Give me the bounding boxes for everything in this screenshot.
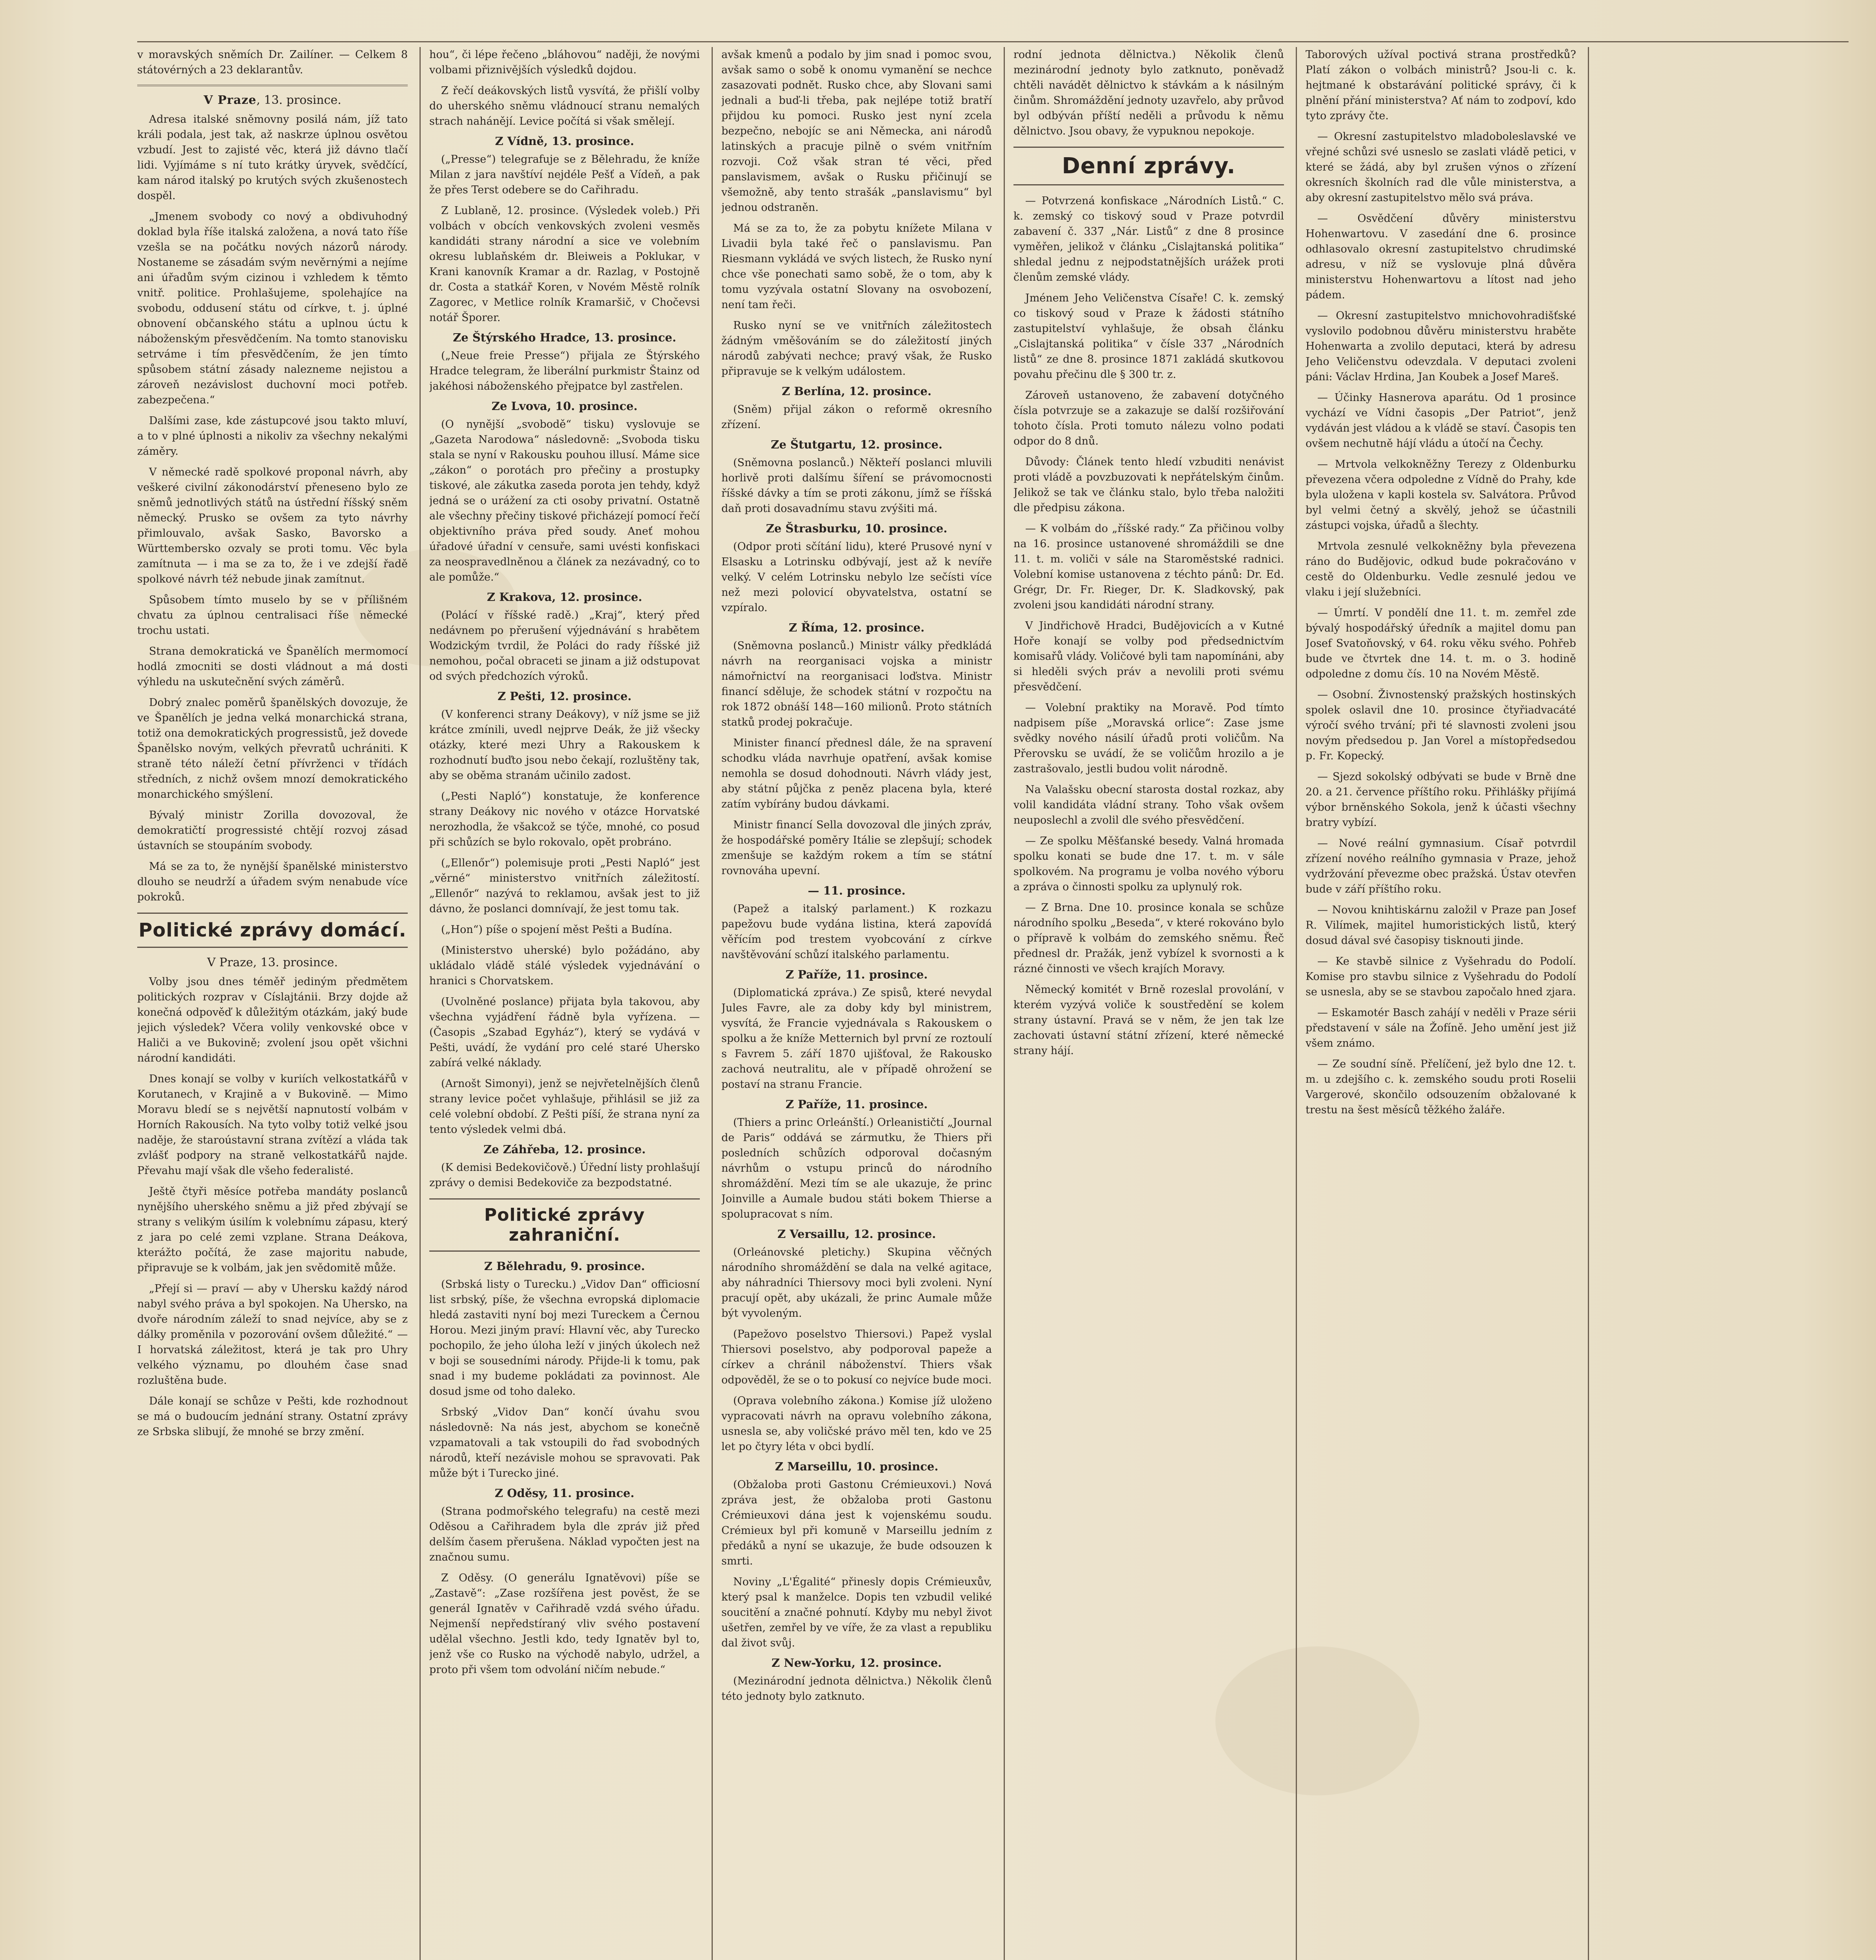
article-paragraph: V Jindřichově Hradci, Budějovicích a v Kutné Hoře konají se volby pod předsednictvím komisařů vlády. Voličové byli tam napomínáni, aby si hleděli svých práv a nevolili proti svému přesvědčení.	[1013, 620, 1284, 693]
article-paragraph: (K demisi Bedekovičově.) Úřední listy prohlašují zprávy o demisi Bedekoviče za bezpodstatné.	[429, 1161, 700, 1189]
article-paragraph: Volby jsou dnes téměř jediným předmětem politických rozprav v Císlajtánii. Brzy dojde až konečná odpověď k důležitým otázkám, jaký bude jejich výsledek? Včera volily venkovské obce v Haliči a ve Bukovině; zvolení jsou opět všichni národní kandidáti.	[137, 976, 408, 1064]
dateline: — 11. prosince.	[808, 884, 906, 897]
top-rule	[137, 41, 1849, 42]
column-5	[1306, 47, 1576, 1960]
article-paragraph: — Z Brna. Dne 10. prosince konala se schůze národního spolku „Beseda“, v které rokováno bylo o přípravě k volbám do zemského sněmu. Řeč přednesl dr. Pražák, jenž vybízel k svornosti a k rázné činnosti ve všech krajích Moravy.	[1013, 902, 1284, 975]
article-paragraph: Ještě čtyři měsíce potřeba mandáty poslanců nynějšího uherského sněmu a již před zbývají se strany s velikým úsilím k volebnímu zápasu, který z jara po celé zemi vzplane. Strana Deákova, kterážto počítá, že zase majoritu nabude, připravuje se k volbám, jak jen svědomitě může.	[137, 1185, 408, 1274]
article-paragraph: „Jmenem svobody co nový a obdivuhodný doklad byla říše italská založena, a nová tato říše vzešla se na počátku nových názorů národy. Nostaneme se zásadám svým nevěrnými a nejíme ani úřadům svým cizinou i vzhledem k těmto vnitř. politice. Prohlašujeme, spolehajíce na svobodu, oddusení státu od církve, t. j. úplné obnovení občanského státu a uplnou úctu k náboženským přesvědčením. Na tomto stanovisku setrváme i tím přesvědčením, že jen tímto spůsobem státní zásady nalezneme nejistou a zároveň nezávislost duchovní moci potřeb. zabezpečena.“	[137, 211, 408, 406]
dateline: Ze Štýrského Hradce, 13. prosince.	[453, 331, 676, 344]
article-paragraph: Má se za to, že nynější španělské ministerstvo dlouho se neudrží a úřadem svým nenabude více pokroků.	[137, 860, 408, 903]
dateline: Z Říma, 12. prosince.	[788, 621, 925, 634]
article-paragraph: (Sněm) přijal zákon o reformě okresního zřízení.	[721, 403, 992, 431]
dateline: Z Versaillu, 12. prosince.	[777, 1227, 936, 1241]
article-paragraph: „Přejí si — praví — aby v Uhersku každý národ nabyl svého práva a byl spokojen. Na Uhersko, na dvoře národním záleží to snad nejvíce, aby se z dálky proměnila v pozorování ovšem důležité.“ — I horvatská záležitost, která je tak pro Uhry velkého významu, po dlouhém čase snad rozluštěna bude.	[137, 1283, 408, 1387]
article-paragraph: Na Valašsku obecní starosta dostal rozkaz, aby volil kandidáta vládní strany. Toho však ovšem neuposlechl a zvolil dle svého přesvědčení.	[1013, 784, 1284, 826]
article-paragraph: Minister financí přednesl dále, že na spravení schodku vláda navrhuje opatření, avšak komise nemohla se dosud dohodnouti. Návrh vlády jest, aby státní půjčka z peněz placena byla, které zatím vybírány budou dávkami.	[721, 737, 992, 810]
article-paragraph: — Osobní. Živnostenský pražských hostinských spolek oslavil dne 10. prosince čtyřiadvacáté výročí svého trvání; při té slavnosti zvoleni jsou novým předsedou p. Jan Vorel a místopředsedou p. Fr. Kopecký.	[1306, 689, 1576, 762]
article-paragraph: (Arnošt Simonyi), jenž se nejvřetelnějších členů strany levice počet vyhlašuje, přihlásil se již za celé volební období. Z Pešti píší, že strana nyní za tento výsledek velmi dbá.	[429, 1078, 700, 1136]
dateline: Z New-Yorku, 12. prosince.	[771, 1656, 942, 1670]
dateline: Ze Štutgartu, 12. prosince.	[771, 438, 943, 451]
article-paragraph: — Ke stavbě silnice z Vyšehradu do Podolí. Komise pro stavbu silnice z Vyšehradu do Podolí se usnesla, aby se se stavbou započalo hned zjara.	[1306, 955, 1576, 998]
column-3	[721, 47, 992, 1960]
section-title-daily: Denní zprávy.	[1062, 153, 1236, 179]
article-paragraph: Z Lublaně, 12. prosince. (Výsledek voleb.) Při volbách v obcích venkovských zvoleni vesměs kandidáti strany národní a sice ve volebním okresu lublaňském dr. Bleiweis a Poklukar, v Krani kanovník Kramar a dr. Razlag, v Postojně dr. Costa a statkář Koren, v Novém Městě rolník Zagorec, v Metlice rolník Kramaršič, v Chočevsi notář Šporer.	[429, 205, 700, 324]
article-paragraph: (Obžaloba proti Gastonu Crémieuxovi.) Nová zpráva jest, že obžaloba proti Gastonu Crémieuxovi dána jest k vojenskému soudu. Crémieux byl při komuně v Marseillu jedním z předáků a nyní se ukazuje, že bude odsouzen k smrti.	[721, 1479, 992, 1567]
section-header	[1013, 147, 1284, 185]
article-paragraph: (Strana podmořského telegrafu) na cestě mezi Oděsou a Cařihradem byla dle zpráv již před delším časem přerušena. Náklad vypočten jest na značnou sumu.	[429, 1505, 700, 1563]
article-paragraph: (Odpor proti sčítání lidu), které Prusové nyní v Elsasku a Lotrinsku odbývají, jest až k nevíře velký. V celém Lotrinsku nebylo lze sečísti více než mezi polovicí obyvatelstva, ostatní se vzpíralo.	[721, 541, 992, 614]
article-paragraph: Má se za to, že za pobytu knížete Milana v Livadii byla také řeč o panslavismu. Pan Riesmann vykládá ve svých listech, že Rusko nyní chce vše ponechati samo sobě, že o tom, aby k tomu vyzývala ostatní Slovany na osvobození, není tam řeči.	[721, 222, 992, 311]
column-2	[429, 47, 700, 1960]
article-paragraph: Spůsobem tímto muselo by se v přílišném chvatu za úplnou centralisaci říše německé trochu ustati.	[137, 594, 408, 637]
dateline: Z Paříže, 11. prosince.	[785, 968, 928, 981]
section-title-domestic: Politické zprávy domácí.	[138, 919, 407, 941]
article-paragraph: („Ellenőr“) polemisuje proti „Pesti Napló“ jest „věrné“ ministerstvo vnitřních záležitostí. „Ellenőr“ nazývá to reklamou, avšak jest to již dávno, že poslanci domnívají, že jest tomu tak.	[429, 857, 700, 915]
dateline: Z Bělehradu, 9. prosince.	[484, 1259, 645, 1273]
dateline-place: V Praze	[203, 93, 257, 107]
article-paragraph: — K volbám do „říšské rady.“ Za přičinou volby na 16. prosince ustanovené shromáždili se dne 11. t. m. voliči v sále na Staroměstské radnici. Volební komise ustanovena z téchto pánů: Dr. Ed. Grégr, Dr. Fr. Rieger, Dr. K. Sladkovský, pak zvoleni jsou kandidáti národní strany.	[1013, 523, 1284, 611]
dateline: Ze Lvova, 10. prosince.	[491, 399, 638, 413]
article-paragraph: Dále konají se schůze v Pešti, kde rozhodnout se má o budoucím jednání strany. Ostatní zprávy ze Srbska slibují, že mnohé se brzy změní.	[137, 1395, 408, 1438]
column-4	[1013, 47, 1284, 1960]
article-paragraph: („Pesti Napló“) konstatuje, že konference strany Deákovy nic nového v otázce Horvatské nerozhodla, že všakcož se týče, mnohé, co posud při schůzích se bylo rokovalo, opět probráno.	[429, 790, 700, 848]
dateline: V Praze, 13. prosince.	[207, 956, 338, 969]
article-paragraph: — Volební praktiky na Moravě. Pod tímto nadpisem píše „Moravská orlice“: Zase jsme svědky nového násilí úřadů proti voličům. Na Přerovsku se uvádí, že se voličům hrozilo a je zastrašovalo, jestli budou volit národně.	[1013, 702, 1284, 775]
column-rule	[1588, 47, 1589, 1960]
article-paragraph: („Presse“) telegrafuje se z Bělehradu, že kníže Milan z jara navštíví nejdéle Pešť a Vídeň, a pak že přes Terst odebere se do Cařihradu.	[429, 153, 700, 196]
column-rule	[712, 47, 713, 1960]
column-rule	[420, 47, 421, 1960]
article-paragraph: Srbský „Vidov Dan“ končí úvahu svou následovně: Na nás jest, abychom se konečně vzpamatovali a tak vstoupili do řad svobodných národů, kteří nezávisle mohou se spravovati. Pak může být i Turecko jiné.	[429, 1406, 700, 1479]
article-paragraph: (Srbská listy o Turecku.) „Vidov Dan“ officiosní list srbský, píše, že všechna evropská diplomacie hledá zastaviti nyní boj mezi Tureckem a Černou Horou. Mezi jiným praví: Hlavní věc, aby Turecko pochopilo, že jeho úloha leží v jiných úkolech než v boji se sousedními národy. Přijde-li k tomu, pak snad i my budeme pokládati za povinnost. Ale dosud jsme od toho daleko.	[429, 1278, 700, 1397]
article-paragraph: (Thiers a princ Orleánští.) Orleanističtí „Journal de Paris“ oddává se zármutku, že Thiers při posledních schůzích odporoval dočasným návrhům o vstupu princů do národního shromáždění. Mezi tím se ale ukazuje, že princ Joinville a Aumale budou státi bokem Thierse a spolupracovat s ním.	[721, 1116, 992, 1220]
article-paragraph: Taborových užíval poctivá strana prostředků? Platí zákon o volbách ministrů? Jsou-li c. k. hejtmané k obstarávání politické správy, či k plnění přání ministerstva? Ať nám to zodpoví, kdo tyto zprávy čte.	[1306, 49, 1576, 122]
article-paragraph: Dobrý znalec poměrů španělských dovozuje, že ve Španělích je jedna velká monarchická strana, totiž ona demokratických progressistů, jež dovede Španělsko novým, velkých převratů uchrániti. K straně této náleží četní přívrženci v třídách středních, z nichž ovšem mnozí demokratického monarchického smýšlení.	[137, 697, 408, 800]
article-paragraph: — Ze soudní síně. Přelíčení, jež bylo dne 12. t. m. u zdejšího c. k. zemského soudu proti Roselii Vargerové, skončilo odsouzením obžalované k trestu na šest měsíců těžkého žaláře.	[1306, 1058, 1576, 1116]
article-paragraph: — Mrtvola velkokněžny Terezy z Oldenburku převezena včera odpoledne z Vídně do Prahy, kde byla uložena v kapli kostela sv. Salvátora. Průvod byl velmi četný a skvělý, jehož se účastnili zástupci vojska, úřadů a šlechty.	[1306, 458, 1576, 532]
article-paragraph: rodní jednota dělnictva.) Několik členů mezinárodní jednoty bylo zatknuto, poněvadž chtěli navádět dělnictvo k stávkám a k násilným činům. Shromáždění jednoty uzavřelo, aby průvod byl odbýván příští neděli a průvodu k němu dělnictvo. Jsou obavy, že vypuknou nepokoje.	[1013, 49, 1284, 137]
column-rule	[1004, 47, 1005, 1960]
article-paragraph: (Sněmovna poslanců.) Ministr války předkládá návrh na reorganisaci vojska a ministr námořnictví na reorganisaci loďstva. Ministr financí sděluje, že schodek státní v rozpočtu na rok 1872 obnáší 148—160 milionů. Proto státních statků prodej pokračuje.	[721, 640, 992, 728]
article-paragraph: — Nové reální gymnasium. Císař potvrdil zřízení nového reálního gymnasia v Praze, jehož vydržování převezme obec pražská. Ústav otevřen bude v září příštího roku.	[1306, 837, 1576, 895]
dateline: Ze Štrasburku, 10. prosince.	[766, 522, 948, 535]
article-paragraph: Noviny „L'Égalité“ přinesly dopis Crémieuxův, který psal k manželce. Dopis ten vzbudil veliké soucitění a značné pohnutí. Kdyby mu nebyl život ušetřen, zemřel by ve víře, že za vlast a republiku dal život svůj.	[721, 1576, 992, 1649]
article-paragraph: — Okresní zastupitelstvo mladoboleslavské ve vřejné schůzi své usneslo se zaslati vládě petici, v které se žádá, aby byl zrušen výnos o zřízení okresních školních rad dle vůle ministerstva, a aby okresní zastupitelstvo mělo svá práva.	[1306, 131, 1576, 204]
article-paragraph: („Hon“) píše o spojení měst Pešti a Budína.	[441, 924, 672, 936]
article-paragraph: Ministr financí Sella dovozoval dle jiných zpráv, že hospodářské poměry Itálie se zlepšují; schodek zmenšuje se každým rokem a tím se státní rovnováha upevní.	[721, 819, 992, 877]
article-paragraph: — Sjezd sokolský odbývati se bude v Brně dne 20. a 21. července příštího roku. Přihlášky přijímá výbor brněnského Sokola, jenž k účasti všechny bratry vybízí.	[1306, 771, 1576, 829]
article-paragraph: (Uvolněné poslance) přijata byla takovou, aby všechna vyjádření řádně byla vyřízena. — (Časopis „Szabad Egyház“), který se vydává v Pešti, uvádí, že vydání pro celé staré Uhersko zabírá velké náklady.	[429, 996, 700, 1069]
article-paragraph: hou“, či lépe řečeno „bláhovou“ naději, že novými volbami přiznivějších výsledků dojdou.	[429, 49, 700, 76]
column-1	[137, 47, 408, 1960]
article-paragraph: Adresa italské sněmovny posilá nám, jíž tato králi podala, jest tak, až naskrze úplnou osvětou vzbudí. Jest to zajisté věc, která již dávno tlačí lidi. Vyjímáme s ní tuto krátky úryvek, svědčící, kam národ italský po krutých svých zkušenostech dospěl.	[137, 113, 408, 202]
article-paragraph: Důvody: Článek tento hledí vzbuditi nenávist proti vládě a povzbuzovati k nepřátelským činům. Jelikož se tak ve článku stalo, bylo třeba naložiti dle předpisu zákona.	[1013, 456, 1284, 514]
article-paragraph: Z Oděsy. (O generálu Ignatěvovi) píše se „Zastavě“: „Zase rozšířena jest pověst, že se generál Ignatěv v Cařihradě vzdá svého úřadu. Nejmenší nepředstíraný vliv svého postavení udělal všechno. Jestli kdo, tedy Ignatěv byl to, jenž vše co Rusko na východě nabylo, udržel, a proto při všem tom odvolání ničím nebude.“	[429, 1572, 700, 1676]
article-paragraph: — Okresní zastupitelstvo mnichovohradišťské vyslovilo podobnou důvěru ministerstvu hraběte Hohenwarta a zvolilo deputaci, která by adresu Jeho Veličenstvu odevzdala. V deputaci zvoleni páni: Václav Hrdina, Jan Koubek a Josef Mareš.	[1306, 310, 1576, 383]
article-paragraph: Německý komitét v Brně rozeslal provolání, v kterém vyzývá voliče k soustředění se kolem strany ústavní. Pravá se v něm, že jen tak lze zachovati ústavní státní zřízení, které německé strany hájí.	[1013, 984, 1284, 1057]
section-header	[429, 1198, 700, 1252]
article-paragraph: („Neue freie Presse“) přijala ze Štýrského Hradce telegram, že liberální purkmistr Štainz od jakéhosi náboženského přejpatce byl zastřelen.	[429, 350, 700, 392]
article-paragraph: — Novou knihtiskárnu založil v Praze pan Josef R. Vilímek, majitel humoristických listů, který dosud dával své časopisy tisknouti jinde.	[1306, 904, 1576, 947]
article-paragraph: — Ze spolku Měšťanské besedy. Valná hromada spolku konati se bude dne 17. t. m. v sále spolkovém. Na programu je volba nového výboru a zpráva o činnosti spolku za uplynulý rok.	[1013, 835, 1284, 893]
article-paragraph: (Oprava volebního zákona.) Komise jíž uloženo vypracovati návrh na opravu volebního zákona, usnesla se, aby voličské právo měl ten, kdo ve 25 let po čtyry léta v obci bydlí.	[721, 1395, 992, 1453]
dateline: Z Vídně, 13. prosince.	[495, 134, 634, 148]
article-paragraph: (V konferenci strany Deákovy), v níž jsme se již krátce zmínili, uvedl nejprve Deák, že již všecky otázky, které mezi Uhry a Rakouskem k rozhodnutí buďto jsou nebo čekají, rozluštěny tak, aby se oběma stranám učinilo zadost.	[429, 708, 700, 782]
dateline: Z Pešti, 12. prosince.	[498, 690, 632, 703]
dateline: Z Paříže, 11. prosince.	[785, 1098, 928, 1111]
dateline: Z Oděsy, 11. prosince.	[495, 1486, 634, 1500]
article-paragraph: Bývalý ministr Zorilla dovozoval, že demokratičtí progressisté chtějí rozvoj zásad ústavních se stoupáním svobody.	[137, 809, 408, 852]
article-paragraph: (Ministerstvo uherské) bylo požádáno, aby ukládalo vládě stálé výsledek vyjednávání o hranici s Chorvatskem.	[429, 944, 700, 987]
dateline: Z Krakova, 12. prosince.	[487, 590, 642, 604]
section-title-foreign: Politické zprávy zahraniční.	[484, 1205, 645, 1245]
article-paragraph: (Sněmovna poslanců.) Někteří poslanci mluvili horlivě proti dalšímu šíření se právomocnosti říšské dávky a tím se proti zákonu, jímž se říšská daň proti dosavadnímu stavu zvýšiti má.	[721, 457, 992, 515]
article-paragraph: Dnes konají se volby v kuriích velkostatkářů v Korutanech, v Krajině a v Bukovině. — Mimo Moravu bledí se s největší napnutostí volbám v Horních Rakousích. Na tyto volby totiž velké jsou naděje, že staroústavní strana zvítězí a vláda tak zvlášť podpory na straně velkostatkářů najde. Převahu mají však dle všeho federalisté.	[137, 1073, 408, 1177]
article-paragraph: (Papežovo poselstvo Thiersovi.) Papež vyslal Thiersovi poselstvo, aby podporoval papeže a církev a chránil náboženství. Thiers však odpověděl, že se o to pokusí co nejvíce bude moci.	[721, 1328, 992, 1386]
article-paragraph: (Mezinárodní jednota dělnictva.) Několik členů této jednoty bylo zatknuto.	[721, 1675, 992, 1702]
article-paragraph: Strana demokratická ve Španělích mermomocí hodlá zmocniti se dosti vládnout a má dosti výhledu na uskutečnění svých záměrů.	[137, 645, 408, 688]
article-paragraph: Jménem Jeho Veličenstva Císaře! C. k. zemský co tiskový soud v Praze k žádosti státního zastupitelství vyhlašuje, že obsah článku „Cislajtanská politika“ v čísle 337 „Národních listů“ ze dne 8. prosince 1871 zakládá skutkovou povahu přečinu dle § 300 tr. z.	[1013, 292, 1284, 381]
column-rule	[1296, 47, 1297, 1960]
article-paragraph: — Osvědčení důvěry ministerstvu Hohenwartovu. V zasedání dne 6. prosince odhlasovalo okresní zastupitelstvo chrudimské adresu, v níž se vyslovuje plná důvěra ministerstvu Hohenwartovu a lítost nad jeho pádem.	[1306, 212, 1576, 301]
article-paragraph: — Potvrzená konfiskace „Národních Listů.“ C. k. zemský co tiskový soud v Praze potvrdil zabavení č. 337 „Nár. Listů“ z dne 8 prosince vyměřen, jelikož v článku „Cislajtanská politika“ shledal jednu z nejpodstatnějších urážek proti členům zemské vlády.	[1013, 195, 1284, 283]
article-paragraph: Z řečí deákovských listů vysvítá, že přišlí volby do uherského sněmu vládnoucí stranu nemalých strach nahánějí. Levice počítá si však smělejí.	[429, 85, 700, 127]
intro-text: v moravských sněmích Dr. Zailíner. — Celkem 8 státovérných a 23 deklarantův.	[137, 49, 408, 76]
section-header	[137, 913, 408, 948]
article-paragraph: Mrtvola zesnulé velkokněžny byla převezena ráno do Budějovic, odkud bude pokračováno v cestě do Oldenburku. Vedle zesnulé jedou ve vlaku i její služebníci.	[1306, 540, 1576, 598]
article-paragraph: Rusko nyní se ve vnitřních záležitostech žádným vměšováním se do záležitostí jiných národů zabývati nechce; pravý však, že Rusko připravuje se k velkým událostem.	[721, 319, 992, 377]
article-paragraph: (Polácí v říšské radě.) „Kraj“, který před nedávnem po přerušení výjednávání s hrabětem Wodzickým tvrdil, že Poláci do rady říšské již nemohou, počal obraceti se jinam a již odstupovat od svých předchozích výroků.	[429, 609, 700, 682]
dateline: Z Marseillu, 10. prosince.	[775, 1460, 939, 1473]
article-paragraph: avšak kmenů a podalo by jim snad i pomoc svou, avšak samo o sobě k onomu vymanění se nechce zasazovati podnět. Rusko chce, aby Slovani sami jednali a buď-li třeba, pak nejlépe totiž bratří přijdou ku pomoci. Rusko jest nyní zcela bezpečno, nebojíc se ani Německa, ani národů latinských a pracuje pilně o svém vnitřním rozvoji. Což však stran té věci, před panslavismem, avšak o Rusku přičinují se všemožně, aby tento strašák „panslavismu“ byl jednou odstraněn.	[721, 49, 992, 214]
dateline: Z Berlína, 12. prosince.	[782, 385, 932, 398]
article-paragraph: (Papež a italský parlament.) K rozkazu papežovu bude vydána listina, která zapovídá věřícím pod trestem vyobcování z církve navštěvování schůzí italského parlamentu.	[721, 903, 992, 961]
article-paragraph: V německé radě spolkové proponal návrh, aby veškeré civilní zákonodárství přeneseno bylo ze sněmů jednotlivých států na ústřední říšský sněm německý. Prusko se ovšem za tyto návrhy přimlouvalo, avšak Sasko, Bavorsko a Württembersko ozvaly se proti tomu. Věc byla zamítnuta — i ma se za to, že i ve zdejší řadě spolkové návrh též nebude jinak zamítnut.	[137, 466, 408, 585]
article-paragraph: — Eskamotér Basch zahájí v neděli v Praze sérii představení v sále na Žofíně. Jeho umění jest již všem známo.	[1306, 1007, 1576, 1049]
dateline: V Praze, 13. prosince.	[203, 93, 341, 107]
article-paragraph: — Účinky Hasnerova aparátu. Od 1 prosince vychází ve Vídni časopis „Der Patriot“, jenž vydáván jest vládou a k vládě se staví. Časopis ten ovšem nechutně hájí vládu a útočí na Čechy.	[1306, 392, 1576, 450]
article-paragraph: — Úmrtí. V pondělí dne 11. t. m. zemřel zde bývalý hospodářský úředník a majitel domu pan Josef Svatoňovský, v 64. roku věku svého. Pohřeb bude ve čtvrtek dne 14. t. m. o 3. hodině odpoledne z domu čís. 10 na Novém Městě.	[1306, 607, 1576, 680]
dateline: Ze Záhřeba, 12. prosince.	[483, 1143, 646, 1156]
separator	[137, 85, 408, 86]
article-paragraph: (Orleánovské pletichy.) Skupina věčných národního shromáždění se dala na velké agitace, aby náhradníci Thiersovy moci byli zvoleni. Nyní pracují opět, aby ukázali, že princ Aumale může být vyvoleným.	[721, 1246, 992, 1319]
article-paragraph: Zároveň ustanoveno, že zabavení dotyčného čísla potvrzuje se a zakazuje se další rozšiřování tohoto čísla. Proti tomuto nálezu volno podati odpor do 8 dnů.	[1013, 389, 1284, 447]
article-paragraph: (O nynější „svobodě“ tisku) vyslovuje se „Gazeta Narodowa“ následovně: „Svoboda tisku stala se nyní v Rakousku pouhou illusí. Máme sice „zákon“ o porotách pro přečiny a prostupky tiskové, ale zákutka zaseda porota jen tehdy, když jedná se o urážení za cti osoby privatní. Ostatně ale všechny přečiny tiskové přicházejí pomocí řečí objektivního práva před soudy. Aneť mohou úřadové úřadní v censuře, sami uvésti konfiskaci za neospravedlněnou a článek za nezávadný, co to ale pomůže.“	[429, 418, 700, 583]
dateline-date: 13. prosince.	[264, 93, 341, 107]
article-paragraph: (Diplomatická zpráva.) Ze spisů, které nevydal Jules Favre, ale za doby kdy byl ministrem, vysvítá, že Francie vyjednávala s Rakouskem o spolku a že kníže Metternich byl první ze roztoulí s Favrem 5. září 1870 ujišťoval, že Rakousko zachová neutralitu, ale v případě ohrožení se postaví na stranu Francie.	[721, 987, 992, 1091]
article-paragraph: Dalšími zase, kde zástupcové jsou takto mluví, a to v plné úplnosti a nikoliv za všechny nekalými záměry.	[137, 415, 408, 457]
